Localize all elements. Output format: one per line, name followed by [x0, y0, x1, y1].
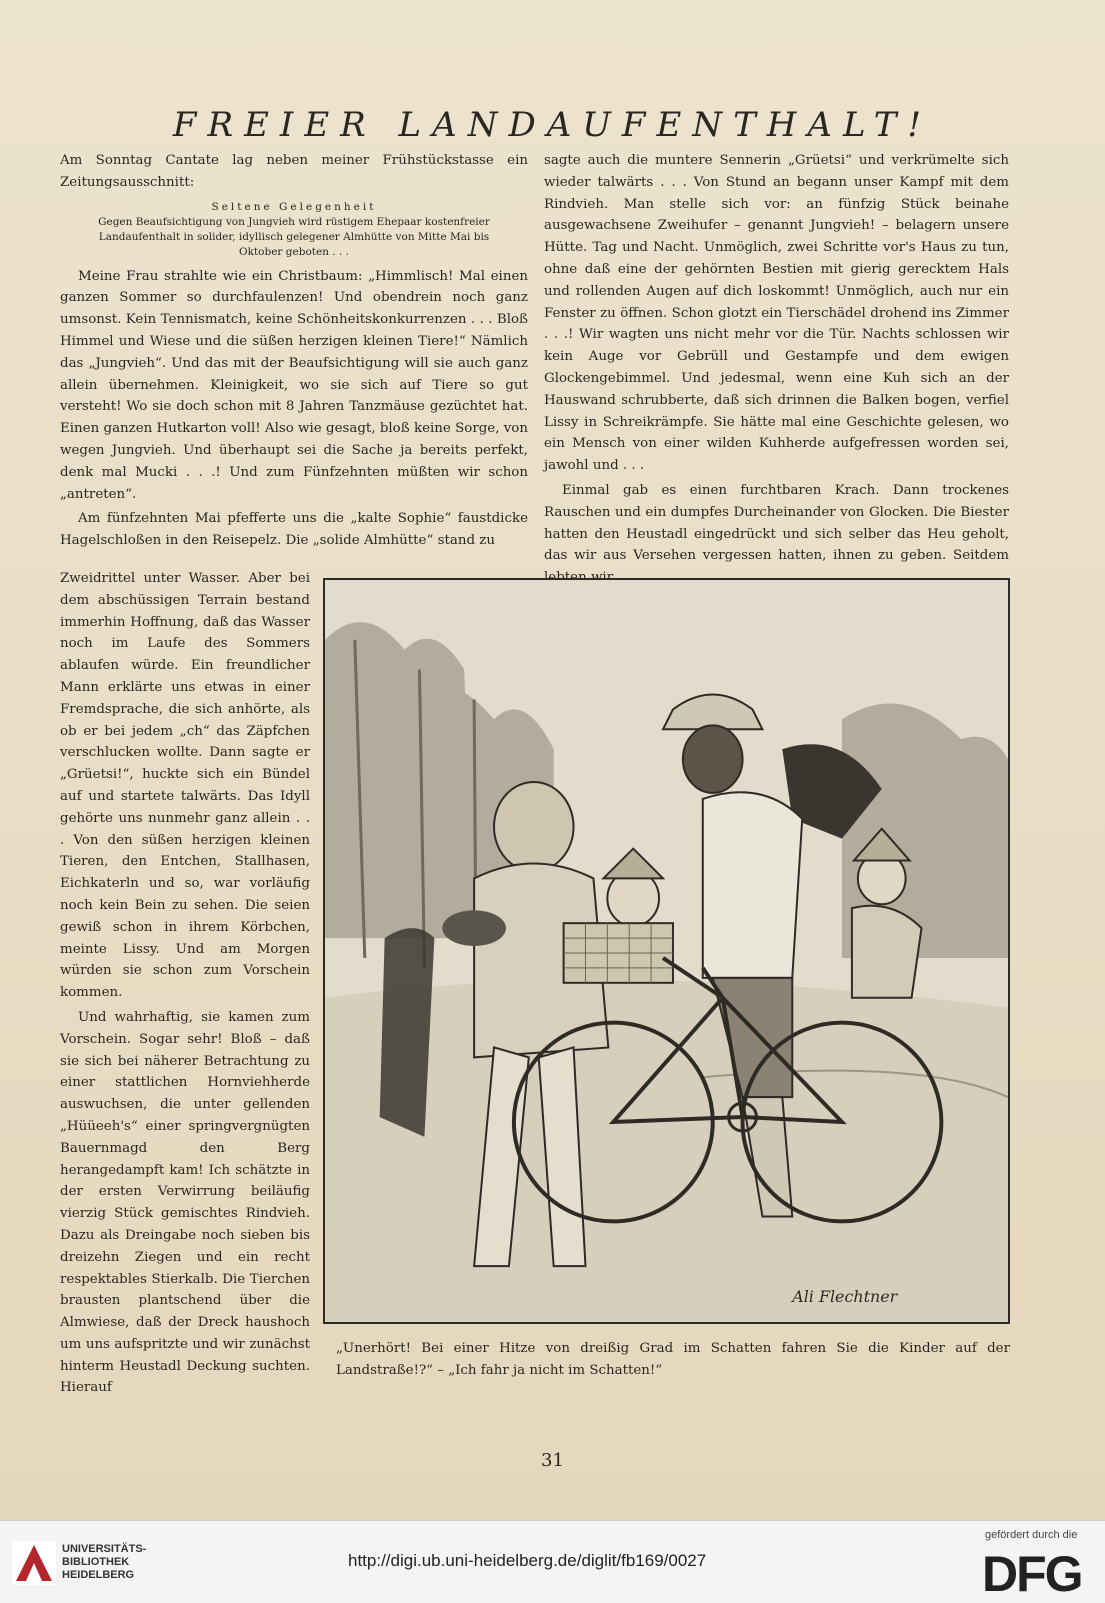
notice-heading: Seltene Gelegenheit	[211, 200, 377, 213]
illustration-signature: Ali Flechtner	[792, 1286, 898, 1306]
right-column	[544, 150, 1009, 592]
intro-paragraph: Am Sonntag Cantate lag neben meiner Frühstückstasse ein Zeitungsausschnitt:	[60, 153, 528, 190]
viewer-footer	[0, 1520, 1105, 1603]
permalink-url[interactable]: http://digi.ub.uni-heidelberg.de/diglit/fb169/0027	[348, 1551, 707, 1570]
newspaper-notice	[76, 200, 512, 260]
university-library-logo	[12, 1541, 56, 1585]
paragraph-2-start: Am fünfzehnten Mai pfefferte uns die „kalte Sophie“ faustdicke Hagelschloßen in den Reisepelz. Die „solide Almhütte“ stand zu	[60, 511, 528, 549]
illustration-cyclist	[323, 578, 1010, 1324]
library-name: UNIVERSITÄTS- BIBLIOTHEK HEIDELBERG	[62, 1543, 147, 1581]
paragraph-5: Einmal gab es einen furchtbaren Krach. Dann trockenes Rauschen und ein dumpfes Durcheinander von Glocken. Die Biester hatten den Heustadl eingedrückt und sich selber das Heu geholt, das wir aus Versehen vergessen hatten, ihnen zu geben. Seitdem	[544, 482, 1009, 564]
article-title: FREIER LANDAUFENTHALT!	[172, 105, 933, 145]
paragraph-3: Und wahrhaftig, sie kamen zum Vorschein. Sogar sehr! Bloß – daß sie sich bei näherer Betrachtung zu einer stattlichen Hornviehherde auswuchsen, die unter gellenden „Hüüeeh's“ einer springvergnügten Bauernmagd den Berg herangedampft kam! Ich schätzte in der ersten Verwirrung beiläufig vierzig Stück gemischtes Rindvieh. Dazu als Dreingabe noch sieben bis dreizehn Ziegen und ein recht respektables Stierkalb. Die Tierchen brausten plantschend über die Almwiese, daß der Dreck haushoch um uns aufspritzte und wir zunächst hinterm Heustadl Deckung suchten. Hierauf	[60, 1009, 310, 1396]
notice-body: Gegen Beaufsichtigung von Jungvieh wird rüstigem Ehepaar kostenfreier Landaufenthalt in solider, idyllisch gelegener Almhütte von Mitte Mai bis Oktober geboten . . .	[98, 215, 490, 258]
dfg-logo: DFG	[982, 1546, 1082, 1602]
paragraph-4: sagte auch die muntere Sennerin „Grüetsi“ und verkrümelte sich wieder talwärts . . . Von Stund an begann unser Kampf mit dem Rindvieh. Man stelle sich vor: an fünfzig Stück beinahe ausgewachsene Zweihufer – genannt Jungvieh! – belagern unsere Hütte. Tag und Nacht. Unmöglich, zwei Schritte vor's Haus zu tun, ohne daß eine der gehörnten Bestien mit gierig gerecktem Hals und rollenden Augen auf dich loskommt! Unmöglich, auch nur ein Fenster zu öffnen. Schon glotzt ein Tierschädel drohend ins Zimmer . . .! Wir wagten uns nicht mehr vor die Tür. Nachts schlossen wir kein Auge vor Gebrüll und Gestampfe und dem ewigen Glockengebimmel. Und jedesmal, wenn eine Kuh sich an der Hauswand schrubberte, daß sich drinnen die Balken bogen, verfiel Lissy in Schreikrämpfe. Sie hätte mal eine Geschichte gelesen, wo ein Mensch von einer wilden Kuhherde aufgefressen worden sei, jawohl und . . .	[544, 153, 1009, 474]
left-column-narrow	[60, 568, 310, 1402]
paragraph-1: Meine Frau strahlte wie ein Christbaum: „Himmlisch! Mal einen ganzen Sommer so durchfaulenzen! Und obendrein noch ganz umsonst. Kein Tennismatch, keine Schönheitskonkurrenzen . . . Bloß Himmel und Wiese und die süßen herzigen kleinen Tiere!“ Nämlich das „Jungvieh“. Und das mit der Beaufsichtigung will sie auch ganz allein übernehmen. Kleinigkeit, wo sie sich auf Tiere so gut versteht! Wo sie doch schon mit 8 Jahren Tanzmäuse gezüchtet hat. Einen ganzen Hutkarton voll! Also wie gesagt, bloß keine Sorge, von wegen Jungvieh. Und überhaupt sei die Sache ja bereits perfekt, denk mal Mucki . . .! Und zum Fünfzehnten müßten wir schon „antreten“.	[60, 268, 528, 502]
left-column-top	[60, 150, 528, 555]
illustration-caption: „Unerhört! Bei einer Hitze von dreißig Grad im Schatten fahren Sie die Kinder auf der Landstraße!?“ – „Ich fahr ja nicht im Schatten!“	[336, 1341, 1010, 1378]
page-number: 31	[541, 1450, 564, 1471]
sponsor-label: gefördert durch die	[985, 1529, 1078, 1541]
paragraph-2-continued: Zweidrittel unter Wasser. Aber bei dem abschüssigen Terrain bestand immerhin Hoffnung, daß das Wasser noch im Laufe des Sommers ablaufen würde. Ein freundlicher Mann erklärte uns etwas in einer Fremdsprache, die sich anhörte, als ob er bei jedem „ch“ das Zäpfchen verschlucken wollte. Dann sagte er „Grüetsi!“, huckte sich ein Bündel auf und startete talwärts. Das Idyll gehörte uns nunmehr ganz allein . . . Von den süßen herzigen kleinen Tieren, den Entchen, Stallhasen, Eichkaterln und so, war vorläufig noch kein Bein zu sehen. Die seien gewiß schon in ihrem Körbchen, meinte Lissy. Und am Morgen würden sie schon zum Vorschein kommen.	[60, 571, 310, 1001]
